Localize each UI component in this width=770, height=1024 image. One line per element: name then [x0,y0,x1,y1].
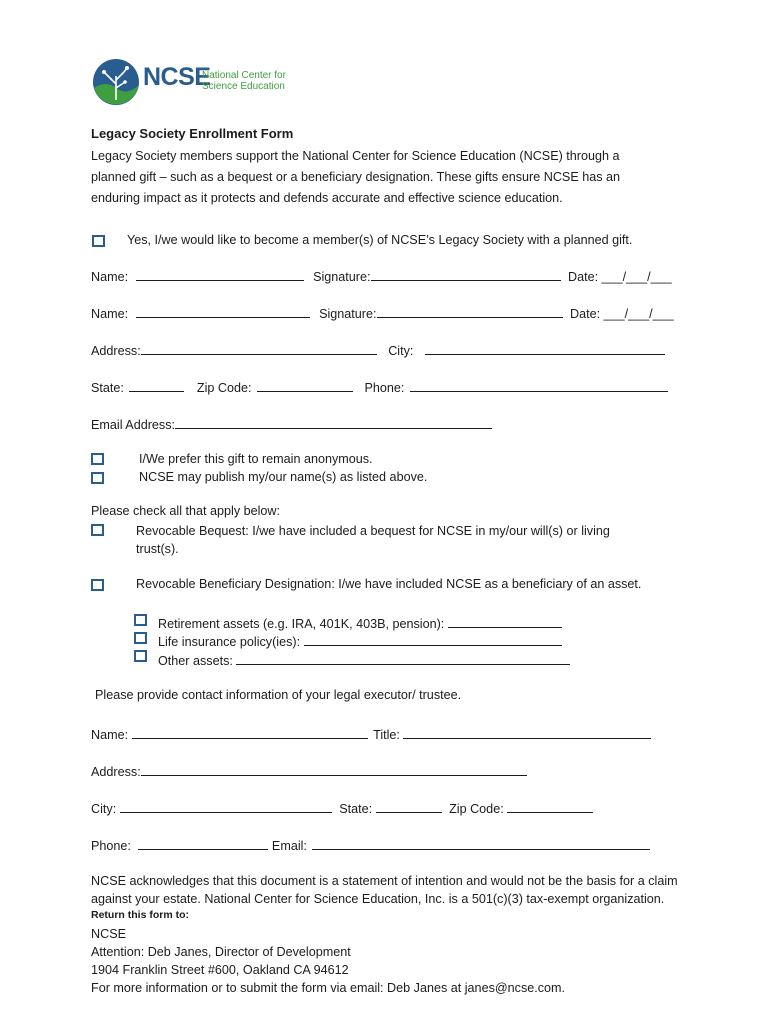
beneficiary-designation-label: Revocable Beneficiary Designation: I/we have included NCSE as a beneficiary of an asset. [136,577,642,591]
anonymous-label: I/We prefer this gift to remain anonymous. [139,452,373,466]
anonymous-checkbox[interactable] [91,453,104,465]
retirement-assets-label: Retirement assets (e.g. IRA, 401K, 403B, pension): [158,617,445,631]
state-label: State: [91,381,124,395]
signature-label: Signature: [313,270,371,284]
executor-name-field[interactable] [132,725,368,739]
email-row [91,415,492,432]
executor-phone-label: Phone: [91,839,131,853]
logo-acronym: NCSE [143,63,211,91]
signature-field-2[interactable] [377,304,563,318]
join-society-label: Yes, I/we would like to become a member(s) of NCSE’s Legacy Society with a planned gift. [127,233,633,247]
return-attention: Attention: Deb Janes, Director of Development [91,945,351,959]
join-society-checkbox[interactable] [92,235,105,247]
city-field[interactable] [425,341,665,355]
executor-name-row [91,725,651,742]
retirement-assets-row [158,614,562,631]
state-field[interactable] [129,378,184,392]
executor-title-field[interactable] [403,725,651,739]
beneficiary-designation-checkbox[interactable] [91,579,104,591]
executor-email-short-label: Email: [271,839,307,853]
acknowledgement [91,872,678,908]
executor-phone-email-row [91,836,650,853]
email-label: Email Address: [91,418,175,432]
phone-label: Phone: [364,381,405,395]
executor-prompt: Please provide contact information of your legal executor/ trustee. [95,688,462,702]
executor-phone-field[interactable] [138,836,268,850]
state-zip-phone-row [91,378,668,395]
globe-tree-icon [92,58,140,106]
intro-line-3: enduring impact as it protects and defends accurate and effective science education. [91,191,563,205]
address-field[interactable] [141,341,377,355]
publish-name-checkbox[interactable] [91,472,104,484]
form-title: Legacy Society Enrollment Form [91,126,294,141]
date-label: Date: [570,307,601,321]
acknowledgement-line-2: against your estate. National Center for Science Education, Inc. is a 501(c)(3) tax-exempt organization. [91,892,665,906]
signature-field-1[interactable] [371,267,561,281]
other-assets-checkbox[interactable] [134,650,147,662]
return-org: NCSE [91,927,126,941]
name-row-1 [91,267,672,284]
return-address [91,925,565,997]
city-label: City: [388,344,414,358]
revocable-bequest-line-2: trust(s). [136,542,179,556]
date-field-1[interactable]: ___/___/___ [601,270,672,284]
retirement-assets-field[interactable] [448,614,562,628]
intro-line-1: Legacy Society members support the National Center for Science Education (NCSE) through a [91,149,620,163]
executor-state-label: State: [339,802,373,816]
life-insurance-field[interactable] [304,632,562,646]
other-assets-field[interactable] [236,651,570,665]
executor-state-field[interactable] [376,799,442,813]
name-label: Name: [91,307,129,321]
name-label: Name: [91,270,129,284]
other-assets-row [158,651,570,668]
life-insurance-checkbox[interactable] [134,632,147,644]
publish-name-label: NCSE may publish my/our name(s) as listed above. [139,470,428,484]
other-assets-label: Other assets: [158,654,233,668]
name-field-1[interactable] [136,267,304,281]
date-field-2[interactable]: ___/___/___ [603,307,674,321]
return-street: 1904 Franklin Street #600, Oakland CA 94612 [91,963,349,977]
email-field[interactable] [175,415,492,429]
intro-line-2: planned gift – such as a bequest or a beneficiary designation. These gifts ensure NCSE has an [91,170,621,184]
executor-city-label: City: [91,802,117,816]
more-info: For more information or to submit the form via email: Deb Janes at janes@ncse.com. [91,981,566,995]
life-insurance-label: Life insurance policy(ies): [158,635,301,649]
zip-field[interactable] [257,378,353,392]
signature-label: Signature: [319,307,377,321]
executor-email-field[interactable] [312,836,650,850]
life-insurance-row [158,632,562,649]
executor-city-state-zip-row [91,799,593,816]
executor-address-row [91,762,527,779]
name-field-2[interactable] [136,304,310,318]
address-label: Address: [91,344,141,358]
intro-paragraph [91,146,620,209]
executor-address-label: Address: [91,765,141,779]
address-row [91,341,665,358]
logo-subtitle [202,70,286,92]
zip-label: Zip Code: [196,381,252,395]
logo-line1: National Center for [202,70,286,81]
revocable-bequest-checkbox[interactable] [91,524,104,536]
acknowledgement-line-1: NCSE acknowledges that this document is a statement of intention and would not be the basis for a claim [91,874,678,888]
executor-zip-label: Zip Code: [449,802,504,816]
phone-field[interactable] [410,378,668,392]
name-row-2 [91,304,674,321]
retirement-assets-checkbox[interactable] [134,614,147,626]
logo-line2: Science Education [202,81,285,92]
executor-zip-field[interactable] [507,799,593,813]
revocable-bequest-text [136,522,610,558]
executor-city-field[interactable] [120,799,332,813]
check-all-heading: Please check all that apply below: [91,504,281,518]
executor-title-label: Title: [373,728,400,742]
executor-address-field[interactable] [141,762,527,776]
return-heading: Return this form to: [91,909,189,921]
revocable-bequest-line-1: Revocable Bequest: I/we have included a bequest for NCSE in my/our will(s) or living [136,524,610,538]
executor-name-label: Name: [91,728,129,742]
date-label: Date: [568,270,599,284]
